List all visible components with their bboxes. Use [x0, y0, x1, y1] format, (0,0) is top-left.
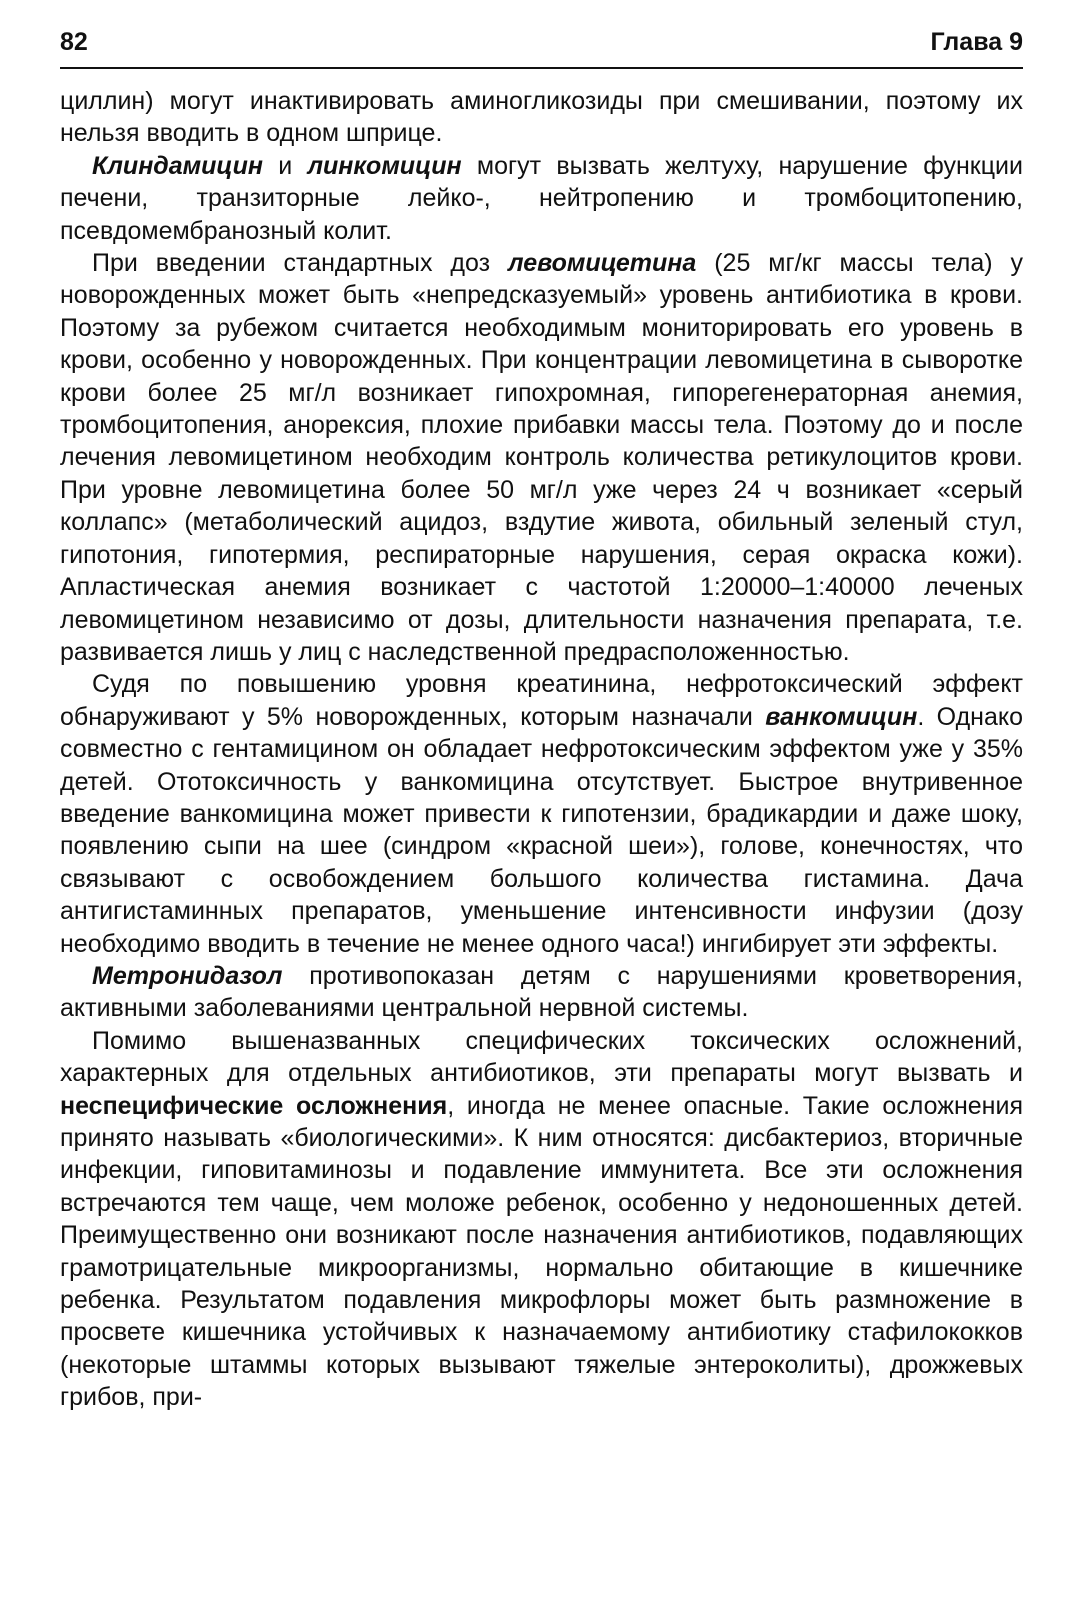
drug-name-vancomycin: ванкомицин [765, 702, 918, 731]
term-nonspecific-complications: неспецифические осложнения [60, 1091, 448, 1120]
paragraph-text: могут вызвать желтуху, нарушение функции печени, транзиторные лейко-, нейтропению и тромбоцитопению, псевдомембранозный колит. [60, 151, 1023, 245]
paragraph-text: циллин) могут инактивировать аминогликозиды при смешивании, поэтому их нельзя вводить в одном шприце. [60, 87, 1023, 148]
paragraph-chloramphenicol [60, 247, 1023, 668]
paragraph-text: Помимо вышеназванных специфических токсических осложнений, характерных для отдельных антибиотиков, эти препараты могут вызвать и [60, 1026, 1023, 1088]
running-header [60, 28, 1023, 69]
chapter-title: Глава 9 [930, 28, 1023, 56]
conjunction: и [262, 151, 308, 180]
paragraph-metronidazole [60, 960, 1023, 1025]
paragraph-text: При введении стандартных доз [92, 249, 509, 278]
drug-name-chloramphenicol: левомицетина [508, 249, 697, 278]
drug-name-lincomycin: линкомицин [307, 151, 462, 180]
paragraph-text: противопоказан детям с нарушениями кроветворения, активными заболеваниями центральной нервной системы. [60, 961, 1023, 1023]
paragraph-continued [60, 85, 1023, 150]
paragraph-vancomycin [60, 668, 1023, 960]
paragraph-nonspecific-complications [60, 1025, 1023, 1414]
paragraph-clindamycin [60, 150, 1023, 247]
paragraph-text: Судя по повышению уровня креатинина, нефротоксический эффект обнаруживают у 5% новорожденных, которым назначали [60, 670, 1023, 731]
drug-name-metronidazole: Метронидазол [92, 961, 283, 990]
paragraph-text: , иногда не менее опасные. Такие осложнения принято называть «биологическими». К ним относятся: дисбактериоз, вторичные инфекции, гиповитаминозы и подавление иммунитета. Все эти осложнения встречаются тем чаще, чем моложе ребенок, особенно у недоношенных детей. Преимущественно они возникают после назначения антибиотиков, подавляющих грамотрицательные микроорганизмы, нормально обитающие в кишечнике ребенка. Результатом подавления микрофлоры может быть размножение в просвете кишечника устойчивых к назначаемому антибиотику стафилококков (некоторые штаммы которых вызывают тяжелые энтероколиты), дрожжевых грибов, при- [60, 1091, 1023, 1412]
paragraph-text: (25 мг/кг массы тела) у новорожденных может быть «непредсказуемый» уровень антибиотика в крови. Поэтому за рубежом считается необходимым мониторировать его уровень в крови, особенно у новорожденных. При концентрации левомицетина в сыворотке крови более 25 мг/л возникает гипохромная, гипорегенераторная анемия, тромбоцитопения, анорексия, плохие прибавки массы тела. Поэтому до и после лечения левомицетином необходим контроль количества ретикулоцитов крови. При уровне левомицетина более 50 мг/л уже через 24 ч возникает «серый коллапс» (метаболический ацидоз, вздутие живота, обильный зеленый стул, гипотония, гипотермия, респираторные нарушения, серая окраска кожи). Апластическая анемия возникает с частотой 1:20000–1:40000 леченых левомицетином независимо от дозы, длительности назначения препарата, т.е. развивается лишь у лиц с наследственной предрасположенностью. [60, 249, 1023, 666]
page-number: 82 [60, 28, 88, 56]
drug-name-clindamycin: Клиндамицин [92, 151, 263, 180]
body-text [60, 85, 1023, 1414]
paragraph-text: . Однако совместно с гентамицином он обладает нефротоксическим эффектом уже у 35% детей. Ототоксичность у ванкомицина отсутствует. Быстрое внутривенное введение ванкомицина может привести к гипотензии, брадикардии и даже шоку, появлению сыпи на шее (синдром «красной шеи»), голове, конечностях, что связывают с освобождением большого количества гистамина. Дача антигистаминных препаратов, уменьшение интенсивности инфузии (дозу необходимо вводить в течение не менее одного часа!) ингибирует эти эффекты. [60, 702, 1023, 958]
